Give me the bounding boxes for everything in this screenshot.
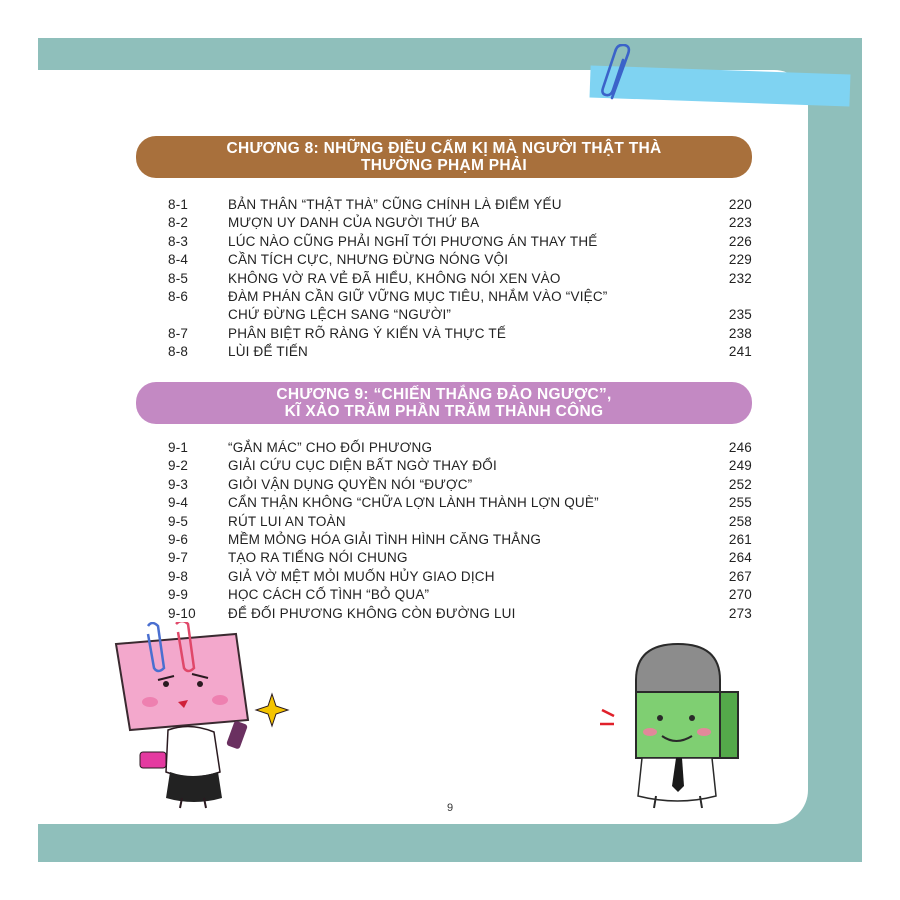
toc-row xyxy=(168,549,752,567)
chapter-9-banner xyxy=(136,382,752,424)
toc-row xyxy=(168,251,752,269)
toc-page-number: 229 xyxy=(728,252,752,268)
paperclip-icon xyxy=(598,44,638,104)
toc-title: GIỎI VẬN DỤNG QUYỀN NÓI “ĐƯỢC” xyxy=(228,476,473,492)
chapter-8-toc xyxy=(168,196,752,362)
toc-row xyxy=(168,531,752,549)
green-eraser-mascot xyxy=(596,640,756,810)
toc-title: LÚC NÀO CŨNG PHẢI NGHĨ TỚI PHƯƠNG ÁN THAY THẾ xyxy=(228,233,598,249)
toc-number: 9-6 xyxy=(168,531,189,547)
toc-page-number: 226 xyxy=(728,233,752,249)
toc-row xyxy=(168,568,752,586)
toc-row xyxy=(168,343,752,361)
toc-title: TẠO RA TIẾNG NÓI CHUNG xyxy=(228,550,408,566)
toc-title: BẢN THÂN “THẬT THÀ” CŨNG CHÍNH LÀ ĐIỂM YẾU xyxy=(228,197,562,212)
toc-row xyxy=(168,196,752,214)
toc-page-number: 235 xyxy=(728,307,752,323)
chapter-8-title-line2: THƯỜNG PHẠM PHẢI xyxy=(360,157,528,174)
toc-page-number: 255 xyxy=(728,495,752,511)
toc-page-number: 249 xyxy=(728,458,752,474)
page-number: 9 xyxy=(446,802,454,814)
toc-page-number: 241 xyxy=(728,344,752,360)
toc-title: RÚT LUI AN TOÀN xyxy=(228,513,346,529)
toc-row xyxy=(168,233,752,251)
toc-title: LÙI ĐỂ TIẾN xyxy=(228,344,308,360)
toc-row xyxy=(168,214,752,232)
toc-page-number: 258 xyxy=(728,513,752,529)
toc-row xyxy=(168,306,752,324)
toc-title: “GẮN MÁC” CHO ĐỐI PHƯƠNG xyxy=(228,440,433,455)
toc-number: 8-4 xyxy=(168,252,189,268)
toc-number: 9-3 xyxy=(168,476,189,492)
toc-page-number: 267 xyxy=(728,568,752,584)
toc-number: 8-8 xyxy=(168,344,189,360)
toc-number: 8-2 xyxy=(168,215,189,231)
toc-title: KHÔNG VỜ RA VẺ ĐÃ HIỂU, KHÔNG NÓI XEN VÀO xyxy=(228,270,561,286)
toc-title: GIẢI CỨU CỤC DIỆN BẤT NGỜ THAY ĐỔI xyxy=(228,458,497,474)
toc-number: 8-3 xyxy=(168,233,189,249)
chapter-9-title-line2: KĨ XẢO TRĂM PHẦN TRĂM THÀNH CÔNG xyxy=(284,403,604,420)
toc-number: 8-5 xyxy=(168,270,189,286)
toc-row xyxy=(168,325,752,343)
sparkle-icon xyxy=(256,694,288,726)
toc-number: 9-4 xyxy=(168,495,189,511)
toc-row xyxy=(168,513,752,531)
toc-title: ĐỂ ĐỐI PHƯƠNG KHÔNG CÒN ĐƯỜNG LUI xyxy=(228,605,516,621)
toc-page-number: 261 xyxy=(728,531,752,547)
toc-page-number: 273 xyxy=(728,605,752,621)
toc-page-number: 232 xyxy=(728,270,752,286)
toc-page-number: 270 xyxy=(728,587,752,603)
toc-page-number xyxy=(702,288,752,306)
toc-row xyxy=(168,476,752,494)
toc-row xyxy=(168,270,752,288)
toc-page-number: 223 xyxy=(728,215,752,231)
toc-number xyxy=(168,306,228,324)
toc-page-number: 252 xyxy=(728,476,752,492)
toc-row xyxy=(168,494,752,512)
toc-page-number: 246 xyxy=(728,440,752,455)
chapter-9-toc xyxy=(168,439,752,623)
toc-title: MƯỢN UY DANH CỦA NGƯỜI THỨ BA xyxy=(228,215,480,231)
toc-number: 9-8 xyxy=(168,568,189,584)
toc-title: MỀM MỎNG HÓA GIẢI TÌNH HÌNH CĂNG THẲNG xyxy=(228,531,542,547)
toc-row xyxy=(168,288,752,306)
toc-title: ĐÀM PHÁN CẦN GIỮ VỮNG MỤC TIÊU, NHẮM VÀO “VIỆC” xyxy=(228,288,608,304)
toc-number: 9-9 xyxy=(168,587,189,603)
toc-page-number: 264 xyxy=(728,550,752,566)
toc-number: 8-1 xyxy=(168,197,189,212)
pink-note-mascot xyxy=(108,622,298,812)
toc-title: HỌC CÁCH CỐ TÌNH “BỎ QUA” xyxy=(228,587,430,603)
toc-row xyxy=(168,457,752,475)
chapter-8-banner xyxy=(136,136,752,178)
toc-title: CẦN TÍCH CỰC, NHƯNG ĐỪNG NÓNG VỘI xyxy=(228,252,509,268)
toc-number: 9-2 xyxy=(168,458,189,474)
toc-number: 9-10 xyxy=(168,605,196,621)
toc-page-number: 238 xyxy=(728,325,752,341)
toc-number: 9-5 xyxy=(168,513,189,529)
toc-row xyxy=(168,605,752,623)
toc-number: 9-1 xyxy=(168,440,189,455)
toc-number: 8-6 xyxy=(168,288,189,304)
toc-number: 9-7 xyxy=(168,550,189,566)
toc-row xyxy=(168,586,752,604)
toc-title: PHÂN BIỆT RÕ RÀNG Ý KIẾN VÀ THỰC TẾ xyxy=(228,325,507,341)
toc-number: 8-7 xyxy=(168,325,189,341)
toc-page-number: 220 xyxy=(728,197,752,212)
toc-title: GIẢ VỜ MỆT MỎI MUỐN HỦY GIAO DỊCH xyxy=(228,568,495,584)
chapter-9-title-line1: CHƯƠNG 9: “CHIẾN THẮNG ĐẢO NGƯỢC”, xyxy=(276,386,612,403)
toc-title: CHỨ ĐỪNG LỆCH SANG “NGƯỜI” xyxy=(228,307,452,323)
chapter-8-title-line1: CHƯƠNG 8: NHỮNG ĐIỀU CẤM KỊ MÀ NGƯỜI THẬT THÀ xyxy=(226,140,662,157)
toc-row xyxy=(168,439,752,457)
toc-title: CẨN THẬN KHÔNG “CHỮA LỢN LÀNH THÀNH LỢN QUÈ” xyxy=(228,495,599,511)
